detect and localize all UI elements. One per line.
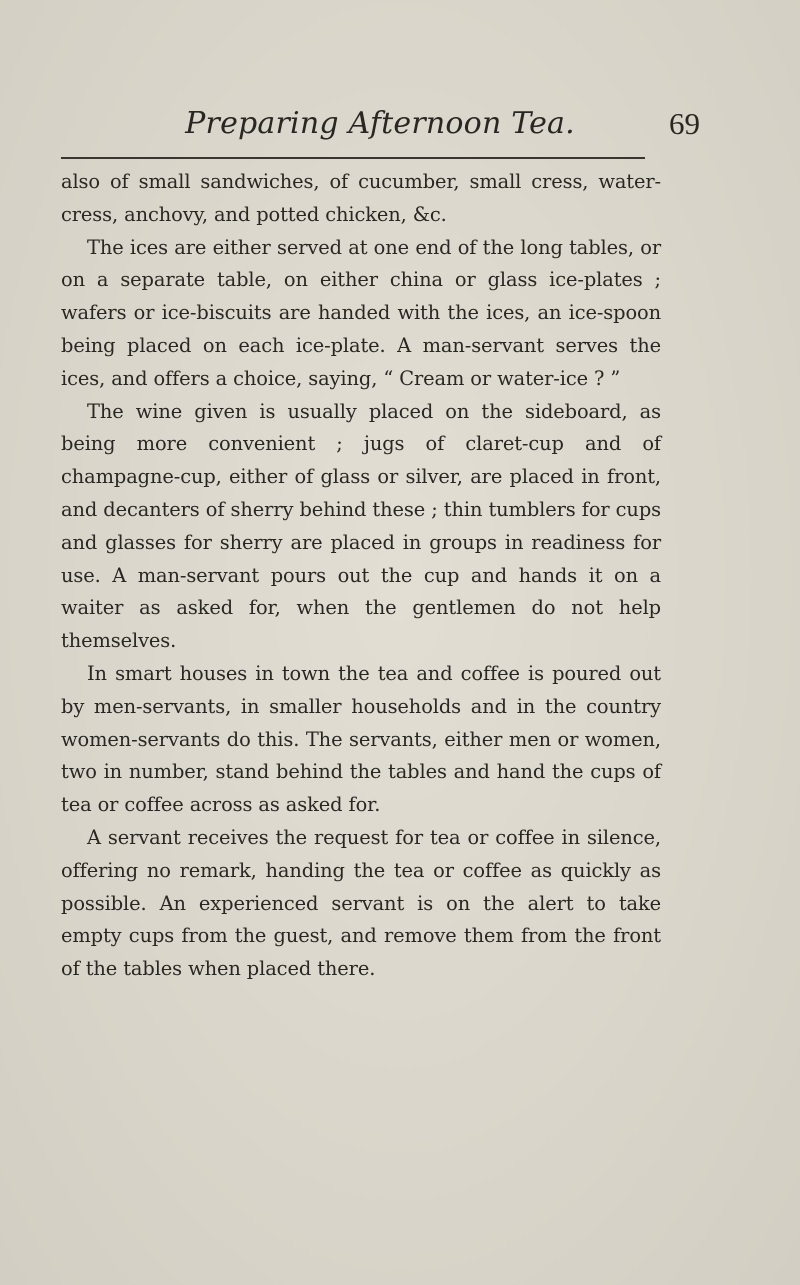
paragraph-continued: also of small sandwiches, of cucumber, small cress, water-cress, anchovy, and potted chicken, &c. bbox=[61, 170, 661, 226]
paragraph-wine: The wine given is usually placed on the sideboard, as being more convenient ; jugs of claret-cup and of champagne-cup, either of glass or silver, are placed in front, and decanters of sherry behind these ; thin tumblers for cups and glasses for sherry are placed in groups in readiness for use. A man-servant pours out the cup and hands it on a waiter as asked for, when the gentlemen do not help themselves. bbox=[61, 399, 661, 653]
body-text bbox=[61, 166, 661, 986]
running-head: Preparing Afternoon Tea. bbox=[185, 106, 575, 141]
page-header bbox=[60, 104, 700, 144]
header-rule bbox=[61, 157, 645, 159]
paragraph-ices: The ices are either served at one end of the long tables, or on a separate table, on either china or glass ice-plates ; wafers or ice-biscuits are handed with the ices, an ice-spoon being placed on each ice-plate. A man-servant serves the ices, and offers a choice, saying, “ Cream or water-ice ? ” bbox=[61, 235, 661, 390]
paragraph-servant: A servant receives the request for tea or coffee in silence, offering no remark, handing the tea or coffee as quickly as possible. An experienced servant is on the alert to take empty cups from the guest, and remove them from the front of the tables when placed there. bbox=[61, 825, 661, 981]
page-number: 69 bbox=[669, 106, 700, 141]
paragraph-tea-service: In smart houses in town the tea and coffee is poured out by men-servants, in smaller households and in the country women-servants do this. The servants, either men or women, two in number, stand behind the tables and hand the cups of tea or coffee across as asked for. bbox=[61, 661, 661, 817]
